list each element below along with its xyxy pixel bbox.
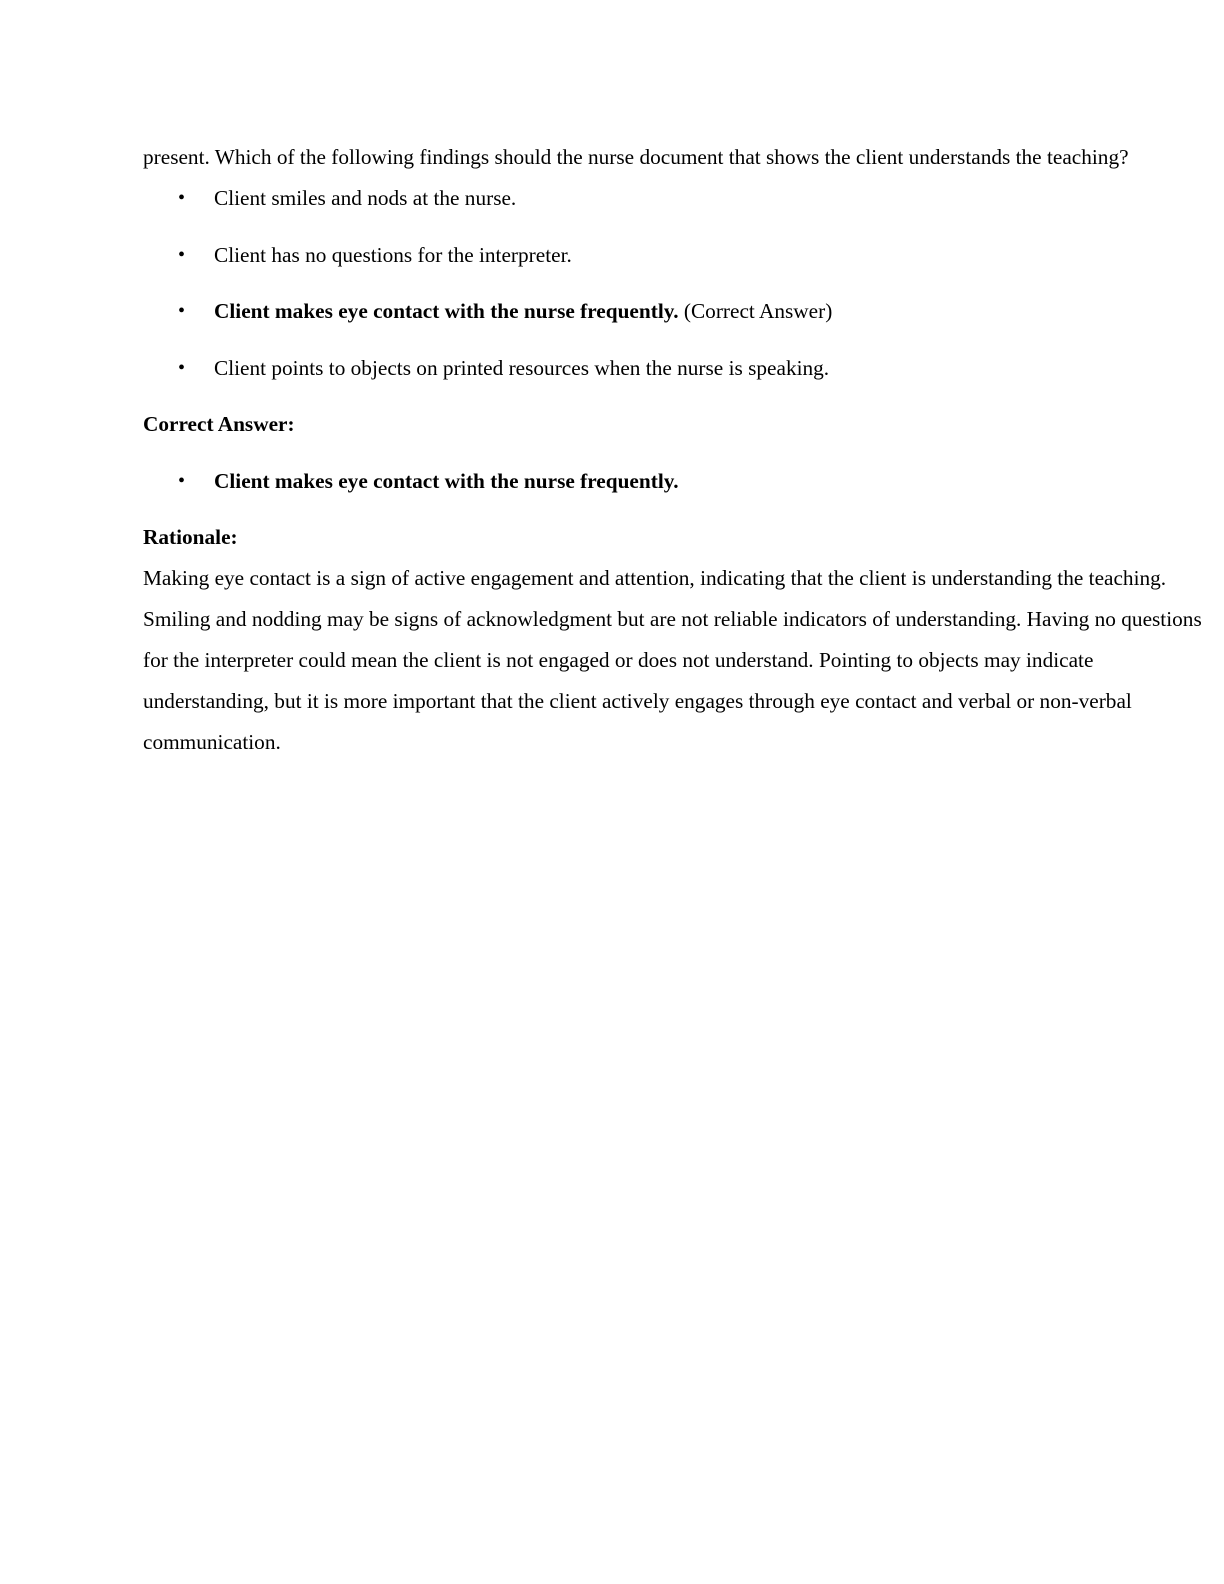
option-item-3-correct bbox=[143, 291, 1203, 332]
bullet-icon: • bbox=[178, 187, 186, 209]
correct-answer-list bbox=[143, 461, 1203, 502]
correct-answer-item bbox=[143, 461, 1203, 502]
option-item-4 bbox=[143, 348, 1203, 389]
correct-answer-marker: (Correct Answer) bbox=[683, 299, 833, 323]
bullet-icon: • bbox=[178, 469, 186, 492]
option-item-2 bbox=[143, 235, 1203, 276]
option-text: Client points to objects on printed resources when the nurse is speaking. bbox=[214, 355, 830, 380]
answer-options bbox=[143, 178, 1203, 389]
option-text: Client has no questions for the interpreter. bbox=[214, 242, 572, 267]
correct-answer-text: Client makes eye contact with the nurse frequently. bbox=[214, 468, 679, 493]
option-item-1 bbox=[143, 178, 1203, 219]
bullet-icon: • bbox=[178, 356, 186, 379]
rationale-heading: Rationale: bbox=[143, 525, 238, 549]
option-text: Client makes eye contact with the nurse frequently. bbox=[214, 299, 679, 323]
page-content bbox=[143, 137, 1203, 763]
bullet-icon: • bbox=[178, 300, 186, 322]
bullet-icon: • bbox=[178, 243, 186, 266]
question-text: present. Which of the following findings should the nurse document that shows the client understands the teaching? bbox=[143, 145, 1129, 169]
correct-answer-heading: Correct Answer: bbox=[143, 412, 295, 436]
rationale-text: Making eye contact is a sign of active engagement and attention, indicating that the client is understanding the teaching. Smiling and nodding may be signs of acknowledgment but are not reliable indicators of understanding. Having no questions for the interpreter could mean the client is not engaged or does not understand. Pointing to objects may indicate understanding, but it is more important that the client actively engages through eye contact and verbal or non-verbal communication. bbox=[143, 566, 1202, 754]
option-text: Client smiles and nods at the nurse. bbox=[214, 186, 517, 210]
